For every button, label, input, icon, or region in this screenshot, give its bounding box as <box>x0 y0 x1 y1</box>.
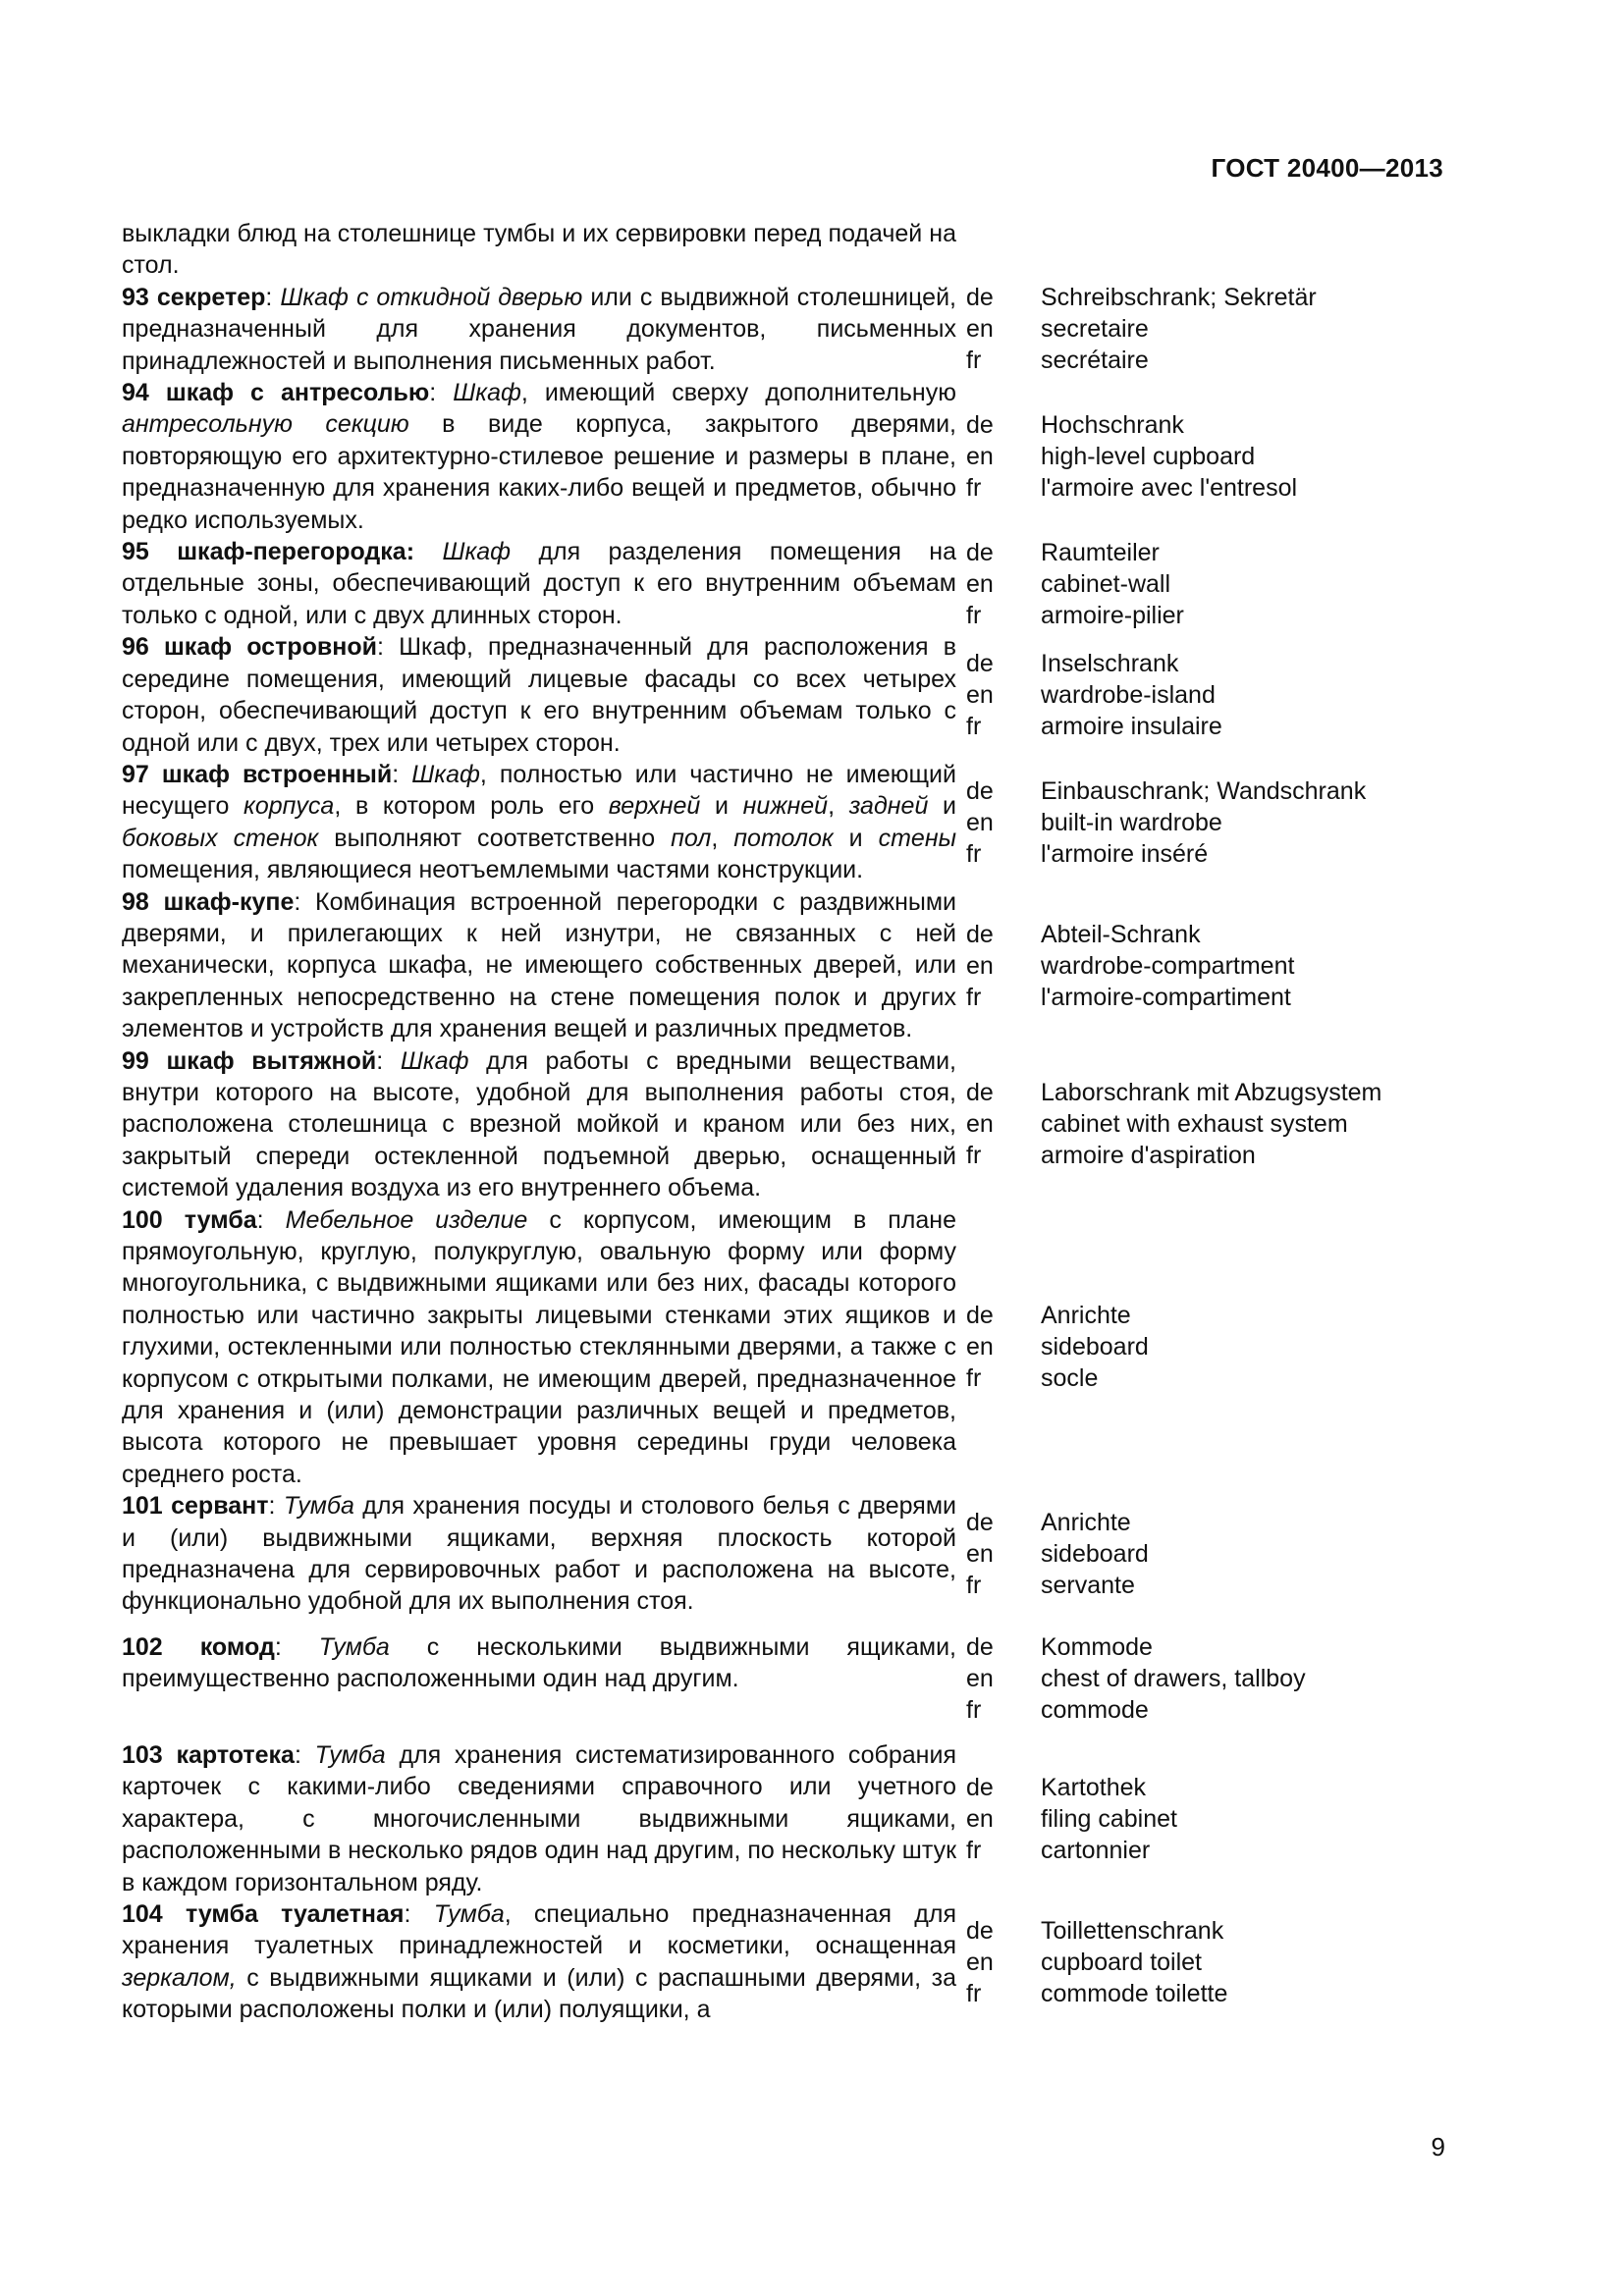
language-codes <box>966 775 1041 870</box>
definition-text: : <box>404 1899 434 1928</box>
language-code-de: de <box>966 650 994 678</box>
language-code-fr: fr <box>966 839 982 868</box>
language-code-de: de <box>966 920 994 948</box>
translation-terms <box>1041 775 1453 870</box>
term-entry <box>122 759 1457 886</box>
language-code-fr: fr <box>966 1572 982 1600</box>
language-code-de: de <box>966 1509 994 1537</box>
terms-list <box>122 218 1457 2026</box>
language-codes <box>966 537 1041 631</box>
definition-text: и <box>700 792 743 821</box>
translations <box>966 282 1453 377</box>
term-entry <box>122 1898 1457 2026</box>
translations <box>966 631 1453 759</box>
translation-de: Toillettenschrank <box>1041 1916 1224 1945</box>
term-definition <box>122 282 956 377</box>
translations <box>966 1204 1453 1491</box>
language-code-fr: fr <box>966 474 982 503</box>
term-name: шкаф островной <box>163 633 377 662</box>
definition-text: : <box>274 1632 319 1661</box>
language-code-de: de <box>966 1302 994 1330</box>
language-codes <box>966 919 1041 1013</box>
term-name: сервант <box>171 1492 269 1521</box>
language-codes <box>966 1300 1041 1394</box>
term-number: 99 <box>122 1046 149 1075</box>
translation-de: Anrichte <box>1041 1302 1131 1330</box>
translation-en: chest of drawers, tallboy <box>1041 1664 1306 1692</box>
term-number: 94 <box>122 379 149 407</box>
language-code-fr: fr <box>966 1364 982 1393</box>
term-definition <box>122 1631 956 1695</box>
translation-terms <box>1041 1772 1453 1866</box>
definition-term-ref: Шкаф <box>442 538 512 566</box>
term-name: секретер <box>156 283 266 311</box>
language-code-en: en <box>966 1664 994 1692</box>
definition-term-ref: Тумба <box>433 1899 505 1928</box>
term-definition <box>122 759 956 886</box>
translation-en: sideboard <box>1041 1540 1149 1569</box>
translation-en: built-in wardrobe <box>1041 808 1222 836</box>
translation-en: sideboard <box>1041 1333 1149 1362</box>
definition-term-ref: Шкаф <box>400 1046 469 1075</box>
term-name: комод <box>199 1632 275 1661</box>
translations <box>966 886 1453 1045</box>
term-entry <box>122 1631 1457 1726</box>
language-codes <box>966 282 1041 376</box>
language-code-fr: fr <box>966 347 982 375</box>
definition-text: с несколькими выдвижными ящиками, преимущественно расположенными один над другим. <box>122 1632 956 1693</box>
translation-fr: armoire-pilier <box>1041 601 1184 629</box>
language-code-fr: fr <box>966 1141 982 1169</box>
translation-fr: secrétaire <box>1041 347 1149 375</box>
term-number: 96 <box>122 633 149 662</box>
translation-en: filing cabinet <box>1041 1804 1177 1833</box>
translations <box>966 1739 1453 1898</box>
term-definition <box>122 631 956 759</box>
definition-text: : <box>376 1046 401 1075</box>
definition-text <box>414 538 442 565</box>
term-entry <box>122 1045 1457 1204</box>
translations <box>966 377 1453 536</box>
term-definition <box>122 1490 956 1618</box>
language-codes <box>966 648 1041 742</box>
definition-text: для хранения посуды и столового белья с дверями и (или) выдвижными ящиками, верхняя плоскость которой предназначена для сервировочных работ и расположена на высоте, функционально удобной для их выполнения стоя. <box>122 1492 956 1616</box>
definition-term-ref: Шкаф <box>453 379 521 407</box>
language-code-en: en <box>966 1540 994 1569</box>
language-code-en: en <box>966 443 994 471</box>
term-name: шкаф-перегородка: <box>177 538 415 566</box>
definition-text: с выдвижными ящиками и (или) с распашными дверями, за которыми расположены полки и (или) полуящики, а <box>122 1963 956 2024</box>
translation-de: Inselschrank <box>1041 650 1179 678</box>
language-code-en: en <box>966 681 994 710</box>
translation-de: Raumteiler <box>1041 538 1160 566</box>
language-code-de: de <box>966 411 994 440</box>
term-number: 93 <box>122 283 149 311</box>
translations <box>966 759 1453 886</box>
term-number: 103 <box>122 1740 163 1769</box>
language-code-en: en <box>966 1948 994 1976</box>
translation-de: Laborschrank mit Abzugsystem <box>1041 1078 1382 1106</box>
translation-fr: armoire d'aspiration <box>1041 1141 1256 1169</box>
definition-term-ref: антресольную секцию <box>122 410 409 439</box>
language-codes <box>966 1915 1041 2009</box>
term-number: 101 <box>122 1492 163 1521</box>
language-code-en: en <box>966 951 994 980</box>
term-name: картотека <box>176 1740 295 1769</box>
translation-fr: commode <box>1041 1695 1149 1724</box>
translation-fr: armoire insulaire <box>1041 713 1222 741</box>
translation-terms <box>1041 1045 1453 1171</box>
term-entry <box>122 631 1457 759</box>
translation-de: Schreibschrank; Sekretär <box>1041 284 1317 312</box>
translation-terms <box>1041 537 1453 631</box>
definition-text: : <box>392 760 412 788</box>
term-number: 100 <box>122 1205 163 1234</box>
definition-text: и <box>928 792 956 821</box>
definition-text: : <box>429 379 454 407</box>
definition-term-ref: нижней <box>742 792 829 821</box>
translation-en: wardrobe-compartment <box>1041 951 1295 980</box>
definition-term-ref: пол <box>671 824 712 852</box>
definition-term-ref: верхней <box>608 792 701 821</box>
language-code-en: en <box>966 1333 994 1362</box>
term-definition <box>122 1898 956 2026</box>
definition-term-ref: Мебельное изделие <box>285 1205 528 1234</box>
language-code-de: de <box>966 776 994 805</box>
translation-de: Kommode <box>1041 1632 1153 1661</box>
language-code-de: de <box>966 1078 994 1106</box>
definition-text: для разделения помещения на отдельные зоны, обеспечивающий доступ к его внутренним объемам только с одной, или с двух длинных сторон. <box>122 538 956 629</box>
term-entry <box>122 377 1457 536</box>
translation-en: high-level cupboard <box>1041 443 1256 471</box>
definition-term-ref: Тумба <box>283 1492 354 1521</box>
definition-text: и <box>833 824 879 852</box>
definition-term-ref: Шкаф с откидной дверью <box>280 283 583 311</box>
language-code-en: en <box>966 315 994 344</box>
translation-fr: l'armoire avec l'entresol <box>1041 474 1298 503</box>
translations <box>966 536 1453 631</box>
translation-fr: l'armoire-compartiment <box>1041 983 1291 1011</box>
translations <box>966 1631 1453 1726</box>
translation-en: wardrobe-island <box>1041 681 1216 710</box>
definition-term-ref: боковых стенок <box>122 824 319 852</box>
translation-terms <box>1041 1631 1453 1726</box>
definition-text: для работы с вредными веществами, внутри которого на высоте, удобной для выполнения работы стоя, расположена столешница с врезной мойкой и краном или без них, закрытый спереди остекленной подъемной дверью, оснащенный системой удаления воздуха из его внутреннего объема. <box>122 1046 956 1202</box>
language-code-de: de <box>966 1916 994 1945</box>
term-entry <box>122 536 1457 631</box>
definition-text: , специально предназначенная для хранения туалетных принадлежностей и косметики, оснащенная <box>122 1899 956 1960</box>
translation-fr: commode toilette <box>1041 1979 1228 2007</box>
standard-header: ГОСТ 20400—2013 <box>1211 153 1443 183</box>
definition-text: помещения, являющиеся неотъемлемыми частями конструкции. <box>122 856 864 884</box>
definition-text: : Комбинация встроенной перегородки с раздвижными дверями, и прилегающих к ней изнутри, не связанных с ней механически, корпуса шкафа, не имеющего собственных дверей, или закрепленных непосредственно на стене помещения полок и других элементов и устройств для хранения вещей и различных предметов. <box>122 887 957 1043</box>
translation-de: Anrichte <box>1041 1509 1131 1537</box>
definition-text: : <box>294 1740 315 1769</box>
translation-fr: servante <box>1041 1572 1135 1600</box>
term-definition <box>122 377 956 536</box>
definition-text: в виде корпуса, закрытого дверями, повторяющую его архитектурно-стилевое решение и размеры в плане, предназначенную для хранения каких-либо вещей и предметов, обычно редко используемых. <box>122 410 956 534</box>
term-name: шкаф-купе <box>163 887 295 916</box>
definition-term-ref: Тумба <box>314 1740 386 1769</box>
language-code-de: de <box>966 284 994 312</box>
term-definition <box>122 536 956 631</box>
language-code-de: de <box>966 1773 994 1801</box>
translation-terms <box>1041 1507 1453 1601</box>
translations <box>966 1898 1453 2026</box>
language-codes <box>966 1772 1041 1866</box>
language-codes <box>966 1507 1041 1601</box>
translation-en: secretaire <box>1041 315 1149 344</box>
language-codes <box>966 409 1041 504</box>
language-code-en: en <box>966 808 994 836</box>
definition-term-ref: стены <box>878 824 956 852</box>
definition-text: : <box>265 283 281 311</box>
language-code-de: de <box>966 538 994 566</box>
translation-terms <box>1041 1915 1453 2009</box>
term-number: 104 <box>122 1899 163 1928</box>
definition-text: : <box>268 1492 284 1521</box>
term-entry <box>122 1204 1457 1491</box>
term-number: 102 <box>122 1632 163 1661</box>
definition-term-ref: Тумба <box>318 1632 390 1661</box>
translation-terms <box>1041 648 1453 742</box>
term-number: 98 <box>122 887 149 916</box>
translation-terms <box>1041 282 1453 376</box>
translation-terms <box>1041 919 1453 1013</box>
term-name: шкаф встроенный <box>161 760 393 788</box>
translation-de: Kartothek <box>1041 1773 1147 1801</box>
definition-text: для хранения систематизированного собрания карточек с какими-либо сведениями справочного или учетного характера, с многочисленными выдвижными ящиками, расположенными в несколько рядов один над другим, по нескольку штук в каждом горизонтальном ряду. <box>122 1740 957 1896</box>
definition-term-ref: потолок <box>733 824 834 852</box>
language-code-fr: fr <box>966 1979 982 2007</box>
definition-text: : Шкаф, предназначенный для расположения в середине помещения, имеющий лицевые фасады со всех четырех сторон, обеспечивающий доступ к его внутренним объемам только с одной или с двух, трех или четырех сторон. <box>122 633 956 757</box>
definition-term-ref: зеркалом, <box>122 1963 237 1992</box>
definition-term-ref: корпуса <box>244 792 335 821</box>
language-code-en: en <box>966 569 994 598</box>
language-code-fr: fr <box>966 1836 982 1864</box>
definition-text: , <box>828 792 849 821</box>
term-entry <box>122 1739 1457 1898</box>
definition-text: , <box>711 824 734 852</box>
language-code-fr: fr <box>966 1695 982 1724</box>
term-name: шкаф вытяжной <box>166 1046 377 1075</box>
translation-de: Abteil-Schrank <box>1041 920 1201 948</box>
term-definition <box>122 1045 956 1204</box>
translation-terms <box>1041 1300 1453 1394</box>
term-definition <box>122 1739 956 1898</box>
translation-terms <box>1041 409 1453 504</box>
term-entry <box>122 886 1457 1045</box>
term-entry <box>122 1490 1457 1618</box>
translation-de: Einbauschrank; Wandschrank <box>1041 776 1367 805</box>
page-number: 9 <box>1431 2132 1445 2162</box>
translation-fr: socle <box>1041 1364 1099 1393</box>
language-code-fr: fr <box>966 601 982 629</box>
translation-en: cupboard toilet <box>1041 1948 1203 1976</box>
definition-term-ref: задней <box>848 792 929 821</box>
definition-text: с корпусом, имеющим в плане прямоугольную, круглую, полукруглую, овальную форму или форму многоугольника, с выдвижными ящиками или без них, фасады которого полностью или частично закрыты лицевыми стенками этих ящиков и глухими, остекленными или полностью стеклянными дверями, а также с корпусом с открытыми полками, не имеющим дверей, предназначенное для хранения и (или) демонстрации различных вещей и предметов, высота которого не превышает уровня середины груди человека среднего роста. <box>122 1205 956 1488</box>
language-code-en: en <box>966 1109 994 1138</box>
translations <box>966 1045 1453 1204</box>
translation-en: cabinet with exhaust system <box>1041 1109 1348 1138</box>
language-codes <box>966 1045 1041 1171</box>
translation-de: Hochschrank <box>1041 411 1184 440</box>
term-name: тумба туалетная <box>185 1899 405 1928</box>
language-code-fr: fr <box>966 983 982 1011</box>
definition-text: , в котором роль его <box>334 792 609 821</box>
translations <box>966 1490 1453 1618</box>
term-definition <box>122 886 956 1045</box>
term-number: 95 <box>122 538 149 566</box>
translation-en: cabinet-wall <box>1041 569 1171 598</box>
term-name: тумба <box>184 1205 257 1234</box>
definition-text: выполняют соответственно <box>318 824 672 852</box>
term-entry <box>122 282 1457 377</box>
term-definition <box>122 1204 956 1491</box>
continuation-entry <box>122 218 1457 282</box>
term-name: шкаф с антресолью <box>165 379 430 407</box>
language-code-de: de <box>966 1632 994 1661</box>
translation-fr: l'armoire inséré <box>1041 839 1209 868</box>
definition-term-ref: Шкаф <box>411 760 480 788</box>
definition-text: : <box>256 1205 286 1234</box>
language-codes <box>966 1631 1041 1726</box>
definition-text: , имеющий сверху дополнительную <box>520 379 956 407</box>
language-code-fr: fr <box>966 713 982 741</box>
definition-text: или с выдвижной столешницей, предназначенный для хранения документов, письменных принадлежностей и выполнения письменных работ. <box>122 283 956 375</box>
continuation-text: выкладки блюд на столешнице тумбы и их сервировки перед подачей на стол. <box>122 220 956 280</box>
term-number: 97 <box>122 760 149 788</box>
language-code-en: en <box>966 1804 994 1833</box>
definition-text: , полностью или частично не имеющий несущего <box>122 760 956 821</box>
translation-fr: cartonnier <box>1041 1836 1151 1864</box>
